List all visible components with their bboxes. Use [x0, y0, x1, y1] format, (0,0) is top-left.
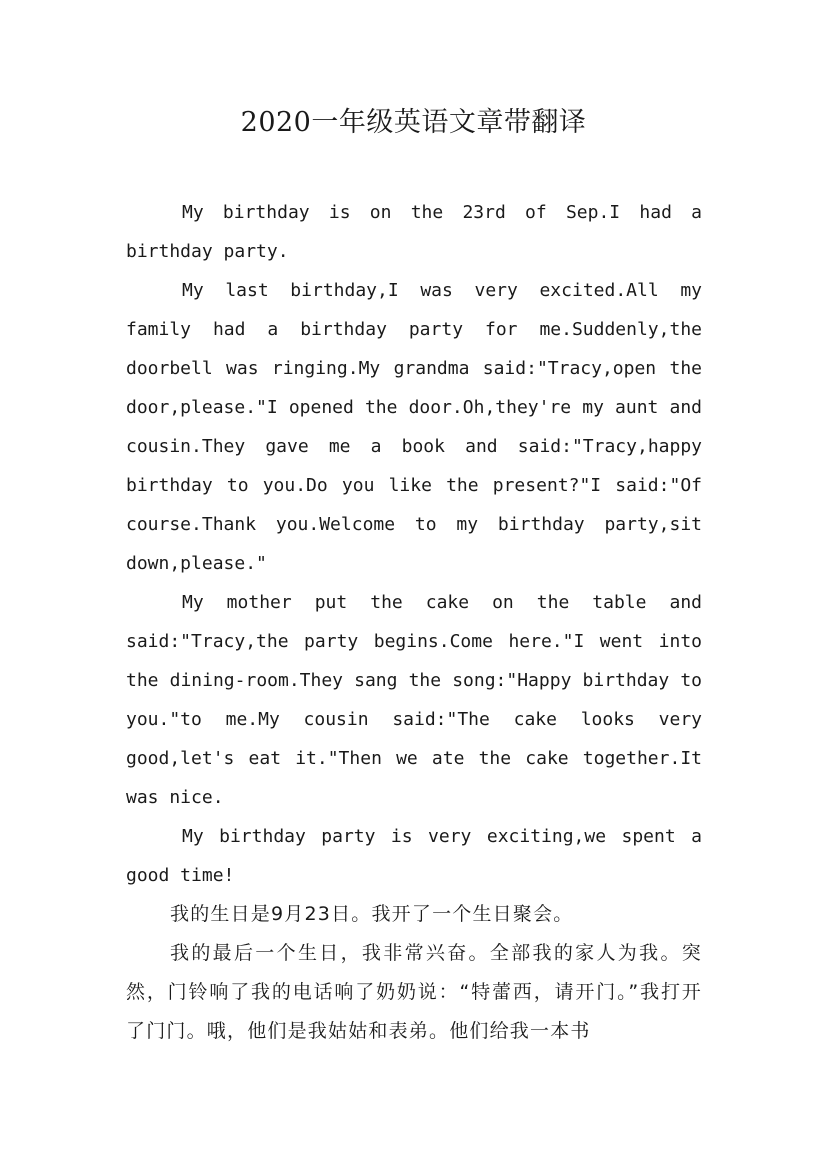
paragraph-1: My birthday is on the 23rd of Sep.I had a birthday party. [126, 202, 702, 262]
paragraph-2: My last birthday,I was very excited.All my family had a birthday party for me.Suddenly,the doorbell was ringing.My grandma said:"Tracy,open the door,please."I opened the door.Oh,they're my aunt and cousin.They gave me a book and said:"Tracy,happy birthday to you.Do you like the present?"I said:"Of course.Thank you.Welcome to my birthday party,sit down,please." [126, 280, 702, 574]
article-body [126, 193, 702, 1051]
translation-paragraph-2: 我的最后一个生日，我非常兴奋。全部我的家人为我。突然，门铃响了我的电话响了奶奶说：“特蕾西，请开门。”我打开了门门。哦，他们是我姑姑和表弟。他们给我一本书 [126, 942, 702, 1042]
paragraph-3: My mother put the cake on the table and said:"Tracy,the party begins.Come here."I went into the dining-room.They sang the song:"Happy birthday to you."to me.My cousin said:"The cake looks very good,let's eat it."Then we ate the cake together.It was nice. [126, 592, 702, 808]
translation-paragraph-1: 我的生日是9月23日。我开了一个生日聚会。 [170, 903, 574, 925]
document-title: 2020一年级英语文章带翻译 [240, 107, 587, 138]
paragraph-4: My birthday party is very exciting,we spent a good time! [126, 826, 702, 886]
